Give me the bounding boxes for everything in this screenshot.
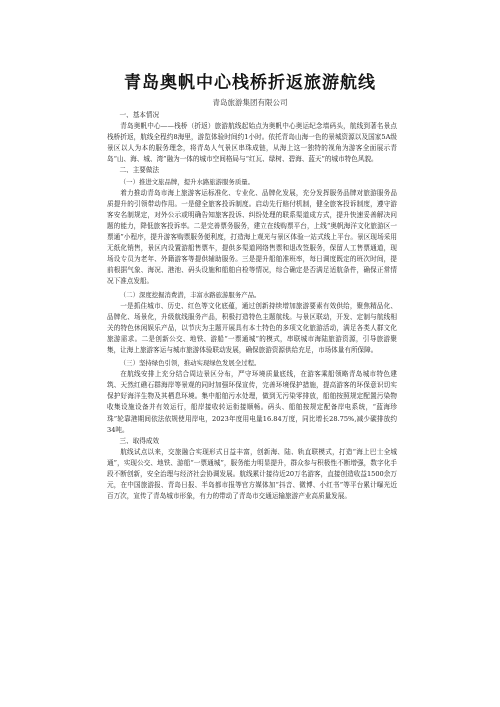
document-body	[107, 110, 397, 502]
subheading-brand: （一）推进文旅品牌，提升水路旅游服务质量。	[119, 177, 254, 186]
document-title: 青岛奥帆中心栈桥折返旅游航线	[124, 73, 376, 93]
section-heading-practices: 二、主要做法	[119, 166, 160, 175]
subheading-products: （二）深度挖掘消费潜，丰富水路旅游服务产品。	[119, 290, 261, 299]
section-heading-results: 三、取得成效	[119, 436, 160, 445]
paragraph-products: 一是抓住城市、历史、红色等文化底蕴，通过创新持续增加旅游要素有效供给，聚焦精品化、品牌化、场景化，升级航线服务产品，积极打造特色主题航线。与景区联动，开发、定制与航线相关的特色休闲娱乐产品，以节庆为主题开展具有本土特色的多项文化旅游活动，满足各类人群文化旅游需求。二是创新公交、地铁、游船“一票通城”的模式，串联城市海陆旅游资源，引导旅游聚集，让海上旅游客运与城市旅游体验联动发展，确保旅游资源供给充足，市场体量有所保障。	[107, 301, 397, 354]
document-author: 青岛旅游集团有限公司	[212, 98, 288, 107]
subheading-green: （三）坚持绿色引领，推动实现绿色发展全过程。	[119, 359, 261, 368]
paragraph-results: 航线试点以来，交旅融合实现形式日益丰富，创新海、陆、轨直联模式，打造“海上巴士全城通”，实现公交、地铁、游船“一票通城”，服务能力明显提升，群众参与积极性不断增强，数字化手段不断创新，安全治理与经济社会协调发展。航线累计接待近20万名游客，直接创造收益1500余万元，在中国旅游报、青岛日报、半岛都市报等官方媒体加“抖音、微博、小红书”等平台累计曝光近百万次，宣传了青岛城市形象，有力的带动了青岛市交通运输旅游产业高质量发展。	[107, 447, 397, 501]
paragraph-basic: 青岛奥帆中心——栈桥（折返）旅游航线起始点为奥帆中心奥运纪念墙码头，航线到著名景点栈桥折返，航线全程约8海里，游览体验时间约1小时。依托青岛山海一色的景城资源以及国家5A级景区以人为本的服务理念，将青岛人气景区串珠成链，从海上这一独特的视角为游客全面展示青岛“山、海、城、湾”融为一体的城市空间格局与“红瓦、绿树、碧海、蓝天”的城市特色风貌。	[107, 122, 397, 164]
paragraph-brand: 着力推动青岛市海上旅游客运标准化、专业化、品牌化发展，充分发挥服务品牌对旅游服务品质提升的引领带动作用。一是健全旅客投诉制度。启动先行赔付机制，健全旅客投诉制度，遵守游客安名制规定，对外公示或明确告知旅客投诉、纠纷处理的联系渠道成方式，提升快速妥善解决问题的能力，降低旅客投诉率。二是完善票务服务，建立在线购票平台，上线“奥帆海洋文化旅游区一票通”小程序，提升游客购票服务便利度，打造海上观光与景区体验一站式线上平台。景区现场采用无纸化销售，景区内设置游船售票车，提供多渠道网络售票和退改签服务，保留人工售票通道，现场设专员为老年、外籍游客等提供辅助服务。三是提升船舶准班率，每日调度既定的班次时间，提前根据气象、海况、港池、码头设施和船舶自检等情况，综合确定是否满足适航条件，确保正常情况下准点发船。	[107, 188, 397, 286]
section-heading-basic: 一、基本情况	[119, 111, 160, 119]
paragraph-green: 在航线安排上充分结合周边景区分布，严守环境质量底线，在游客乘船领略青岛城市特色建筑、天然红礁石群海岸等景观的同时加强环保宣传，完善环境保护措施，提高游客的环保意识切实保护好海洋生物及其栖息环境。集中船舶污水处理，做到无污染零排放，船舶按照规定配置污染物收集设施设备并有效运行，船岸接收转运衔接顺畅。码头、船舶按规定配备岸电系统，“蓝海珍珠”轮靠港期间依法依规使用岸电，2023年度用电量16.84万度，同比增长28.75%,减少碳排放约34吨。	[107, 370, 397, 434]
